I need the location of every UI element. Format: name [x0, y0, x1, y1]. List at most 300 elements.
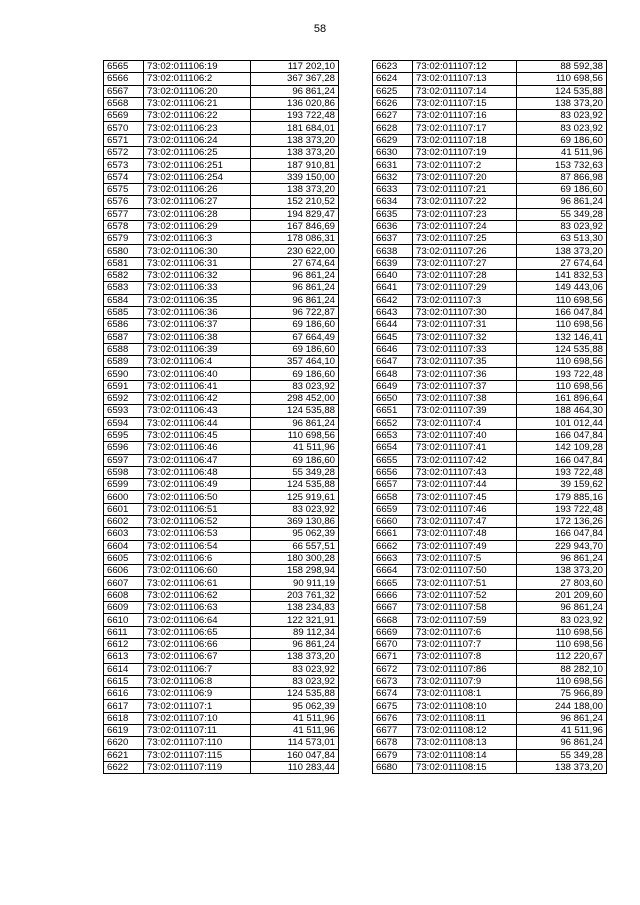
row-number-cell: 6622 — [104, 761, 144, 773]
row-number-cell: 6598 — [104, 466, 144, 478]
value-cell: 87 866,98 — [517, 171, 607, 183]
table-row — [373, 761, 607, 773]
value-cell: 110 698,56 — [251, 429, 339, 441]
row-number-cell: 6678 — [373, 737, 413, 749]
row-number-cell: 6673 — [373, 675, 413, 687]
row-number-cell: 6647 — [373, 356, 413, 368]
cadastral-number-cell: 73:02:011107:41 — [413, 442, 517, 454]
cadastral-table-right — [372, 60, 607, 774]
row-number-cell: 6661 — [373, 528, 413, 540]
row-number-cell: 6574 — [104, 171, 144, 183]
value-cell: 27 674,64 — [251, 257, 339, 269]
value-cell: 193 722,48 — [517, 368, 607, 380]
cadastral-number-cell: 73:02:011107:46 — [413, 503, 517, 515]
table-row — [373, 442, 607, 454]
table-row — [373, 368, 607, 380]
table-row — [104, 343, 339, 355]
table-row — [373, 515, 607, 527]
row-number-cell: 6590 — [104, 368, 144, 380]
value-cell: 66 557,51 — [251, 540, 339, 552]
cadastral-number-cell: 73:02:011108:11 — [413, 712, 517, 724]
value-cell: 96 861,24 — [517, 737, 607, 749]
cadastral-number-cell: 73:02:011107:23 — [413, 208, 517, 220]
value-cell: 138 373,20 — [251, 147, 339, 159]
cadastral-number-cell: 73:02:011106:6 — [144, 552, 251, 564]
row-number-cell: 6643 — [373, 306, 413, 318]
row-number-cell: 6652 — [373, 417, 413, 429]
value-cell: 138 373,20 — [517, 565, 607, 577]
table-row — [373, 159, 607, 171]
value-cell: 138 373,20 — [517, 761, 607, 773]
value-cell: 69 186,60 — [517, 134, 607, 146]
cadastral-number-cell: 73:02:011107:12 — [413, 61, 517, 73]
row-number-cell: 6656 — [373, 466, 413, 478]
cadastral-number-cell: 73:02:011107:119 — [144, 761, 251, 773]
cadastral-number-cell: 73:02:011106:42 — [144, 393, 251, 405]
row-number-cell: 6565 — [104, 61, 144, 73]
row-number-cell: 6624 — [373, 73, 413, 85]
row-number-cell: 6596 — [104, 442, 144, 454]
value-cell: 83 023,92 — [517, 110, 607, 122]
cadastral-number-cell: 73:02:011107:49 — [413, 540, 517, 552]
value-cell: 124 535,88 — [517, 85, 607, 97]
row-number-cell: 6654 — [373, 442, 413, 454]
row-number-cell: 6589 — [104, 356, 144, 368]
cadastral-number-cell: 73:02:011107:9 — [413, 675, 517, 687]
table-row — [373, 675, 607, 687]
value-cell: 152 210,52 — [251, 196, 339, 208]
table-row — [104, 122, 339, 134]
value-cell: 83 023,92 — [251, 503, 339, 515]
cadastral-number-cell: 73:02:011106:61 — [144, 577, 251, 589]
row-number-cell: 6601 — [104, 503, 144, 515]
cadastral-number-cell: 73:02:011106:24 — [144, 134, 251, 146]
value-cell: 96 722,87 — [251, 306, 339, 318]
value-cell: 89 112,34 — [251, 626, 339, 638]
value-cell: 160 047,84 — [251, 749, 339, 761]
row-number-cell: 6641 — [373, 282, 413, 294]
cadastral-number-cell: 73:02:011106:49 — [144, 479, 251, 491]
table-row — [373, 331, 607, 343]
cadastral-number-cell: 73:02:011106:60 — [144, 565, 251, 577]
table-row — [373, 614, 607, 626]
cadastral-number-cell: 73:02:011107:14 — [413, 85, 517, 97]
row-number-cell: 6614 — [104, 663, 144, 675]
row-number-cell: 6651 — [373, 405, 413, 417]
value-cell: 122 321,91 — [251, 614, 339, 626]
cadastral-number-cell: 73:02:011107:33 — [413, 343, 517, 355]
cadastral-number-cell: 73:02:011107:26 — [413, 245, 517, 257]
table-row — [373, 417, 607, 429]
table-row — [373, 626, 607, 638]
value-cell: 83 023,92 — [251, 663, 339, 675]
row-number-cell: 6620 — [104, 737, 144, 749]
row-number-cell: 6606 — [104, 565, 144, 577]
table-row — [373, 245, 607, 257]
row-number-cell: 6665 — [373, 577, 413, 589]
table-row — [373, 85, 607, 97]
row-number-cell: 6615 — [104, 675, 144, 687]
row-number-cell: 6650 — [373, 393, 413, 405]
row-number-cell: 6571 — [104, 134, 144, 146]
value-cell: 41 511,96 — [251, 725, 339, 737]
cadastral-number-cell: 73:02:011106:47 — [144, 454, 251, 466]
cadastral-number-cell: 73:02:011107:36 — [413, 368, 517, 380]
cadastral-number-cell: 73:02:011107:59 — [413, 614, 517, 626]
cadastral-number-cell: 73:02:011107:58 — [413, 602, 517, 614]
value-cell: 69 186,60 — [251, 343, 339, 355]
table-row — [373, 663, 607, 675]
value-cell: 96 861,24 — [251, 294, 339, 306]
cadastral-number-cell: 73:02:011106:251 — [144, 159, 251, 171]
cadastral-number-cell: 73:02:011106:39 — [144, 343, 251, 355]
table-row — [104, 466, 339, 478]
cadastral-number-cell: 73:02:011106:31 — [144, 257, 251, 269]
cadastral-number-cell: 73:02:011107:17 — [413, 122, 517, 134]
cadastral-number-cell: 73:02:011107:39 — [413, 405, 517, 417]
table-row — [104, 306, 339, 318]
cadastral-number-cell: 73:02:011108:1 — [413, 688, 517, 700]
row-number-cell: 6640 — [373, 270, 413, 282]
value-cell: 27 803,60 — [517, 577, 607, 589]
value-cell: 110 698,56 — [517, 294, 607, 306]
table-row — [373, 122, 607, 134]
row-number-cell: 6595 — [104, 429, 144, 441]
table-row — [373, 220, 607, 232]
table-row — [373, 651, 607, 663]
value-cell: 96 861,24 — [517, 712, 607, 724]
table-row — [104, 417, 339, 429]
cadastral-number-cell: 73:02:011107:6 — [413, 626, 517, 638]
row-number-cell: 6632 — [373, 171, 413, 183]
table-row — [104, 638, 339, 650]
value-cell: 166 047,84 — [517, 306, 607, 318]
table-row — [104, 331, 339, 343]
table-row — [104, 270, 339, 282]
cadastral-number-cell: 73:02:011106:32 — [144, 270, 251, 282]
cadastral-number-cell: 73:02:011107:24 — [413, 220, 517, 232]
table-row — [373, 602, 607, 614]
cadastral-number-cell: 73:02:011107:7 — [413, 638, 517, 650]
value-cell: 167 846,69 — [251, 220, 339, 232]
row-number-cell: 6639 — [373, 257, 413, 269]
row-number-cell: 6616 — [104, 688, 144, 700]
table-row — [373, 147, 607, 159]
cadastral-number-cell: 73:02:011106:7 — [144, 663, 251, 675]
value-cell: 114 573,01 — [251, 737, 339, 749]
cadastral-number-cell: 73:02:011106:4 — [144, 356, 251, 368]
table-row — [373, 61, 607, 73]
value-cell: 110 698,56 — [517, 73, 607, 85]
row-number-cell: 6607 — [104, 577, 144, 589]
row-number-cell: 6567 — [104, 85, 144, 97]
row-number-cell: 6670 — [373, 638, 413, 650]
row-number-cell: 6637 — [373, 233, 413, 245]
value-cell: 110 283,44 — [251, 761, 339, 773]
row-number-cell: 6628 — [373, 122, 413, 134]
row-number-cell: 6599 — [104, 479, 144, 491]
cadastral-number-cell: 73:02:011106:65 — [144, 626, 251, 638]
table-row — [104, 319, 339, 331]
row-number-cell: 6594 — [104, 417, 144, 429]
row-number-cell: 6584 — [104, 294, 144, 306]
value-cell: 69 186,60 — [517, 183, 607, 195]
row-number-cell: 6581 — [104, 257, 144, 269]
row-number-cell: 6588 — [104, 343, 144, 355]
table-row — [373, 171, 607, 183]
table-row — [373, 306, 607, 318]
row-number-cell: 6676 — [373, 712, 413, 724]
cadastral-number-cell: 73:02:011106:30 — [144, 245, 251, 257]
cadastral-number-cell: 73:02:011108:15 — [413, 761, 517, 773]
table-row — [104, 85, 339, 97]
value-cell: 110 698,56 — [517, 675, 607, 687]
table-row — [104, 626, 339, 638]
cadastral-number-cell: 73:02:011107:37 — [413, 380, 517, 392]
cadastral-number-cell: 73:02:011106:54 — [144, 540, 251, 552]
value-cell: 88 592,38 — [517, 61, 607, 73]
cadastral-number-cell: 73:02:011106:8 — [144, 675, 251, 687]
table-row — [373, 552, 607, 564]
row-number-cell: 6631 — [373, 159, 413, 171]
row-number-cell: 6568 — [104, 97, 144, 109]
table-row — [104, 405, 339, 417]
row-number-cell: 6626 — [373, 97, 413, 109]
value-cell: 166 047,84 — [517, 528, 607, 540]
table-row — [104, 515, 339, 527]
value-cell: 201 209,60 — [517, 589, 607, 601]
value-cell: 69 186,60 — [251, 368, 339, 380]
cadastral-number-cell: 73:02:011106:37 — [144, 319, 251, 331]
row-number-cell: 6625 — [373, 85, 413, 97]
table-row — [104, 663, 339, 675]
cadastral-number-cell: 73:02:011106:46 — [144, 442, 251, 454]
cadastral-number-cell: 73:02:011107:22 — [413, 196, 517, 208]
table-row — [104, 73, 339, 85]
cadastral-number-cell: 73:02:011106:43 — [144, 405, 251, 417]
table-row — [104, 577, 339, 589]
value-cell: 166 047,84 — [517, 429, 607, 441]
value-cell: 110 698,56 — [517, 626, 607, 638]
value-cell: 142 109,28 — [517, 442, 607, 454]
table-row — [373, 565, 607, 577]
row-number-cell: 6619 — [104, 725, 144, 737]
table-row — [373, 110, 607, 122]
row-number-cell: 6653 — [373, 429, 413, 441]
table-row — [104, 761, 339, 773]
page-number: 58 — [313, 23, 327, 35]
table-row — [104, 602, 339, 614]
cadastral-number-cell: 73:02:011106:25 — [144, 147, 251, 159]
table-row — [104, 651, 339, 663]
row-number-cell: 6592 — [104, 393, 144, 405]
table-row — [373, 257, 607, 269]
cadastral-number-cell: 73:02:011107:86 — [413, 663, 517, 675]
table-row — [373, 589, 607, 601]
value-cell: 298 452,00 — [251, 393, 339, 405]
cadastral-table-left — [103, 60, 339, 774]
value-cell: 125 919,61 — [251, 491, 339, 503]
table-row — [373, 429, 607, 441]
value-cell: 41 511,96 — [517, 725, 607, 737]
cadastral-number-cell: 73:02:011106:3 — [144, 233, 251, 245]
value-cell: 141 832,53 — [517, 270, 607, 282]
cadastral-number-cell: 73:02:011106:48 — [144, 466, 251, 478]
row-number-cell: 6605 — [104, 552, 144, 564]
cadastral-number-cell: 73:02:011106:63 — [144, 602, 251, 614]
row-number-cell: 6582 — [104, 270, 144, 282]
cadastral-number-cell: 73:02:011107:18 — [413, 134, 517, 146]
row-number-cell: 6573 — [104, 159, 144, 171]
row-number-cell: 6667 — [373, 602, 413, 614]
cadastral-number-cell: 73:02:011107:20 — [413, 171, 517, 183]
cadastral-number-cell: 73:02:011106:19 — [144, 61, 251, 73]
table-row — [104, 356, 339, 368]
row-number-cell: 6602 — [104, 515, 144, 527]
cadastral-number-cell: 73:02:011107:8 — [413, 651, 517, 663]
cadastral-number-cell: 73:02:011107:110 — [144, 737, 251, 749]
table-row — [104, 429, 339, 441]
row-number-cell: 6664 — [373, 565, 413, 577]
value-cell: 27 674,64 — [517, 257, 607, 269]
table-row — [373, 73, 607, 85]
row-number-cell: 6649 — [373, 380, 413, 392]
value-cell: 193 722,48 — [517, 466, 607, 478]
cadastral-number-cell: 73:02:011106:33 — [144, 282, 251, 294]
value-cell: 124 535,88 — [251, 688, 339, 700]
table-row — [104, 282, 339, 294]
table-row — [104, 61, 339, 73]
table-row — [373, 282, 607, 294]
table-row — [104, 233, 339, 245]
cadastral-number-cell: 73:02:011107:50 — [413, 565, 517, 577]
table-row — [104, 294, 339, 306]
table-row — [104, 393, 339, 405]
value-cell: 229 943,70 — [517, 540, 607, 552]
table-row — [373, 393, 607, 405]
row-number-cell: 6655 — [373, 454, 413, 466]
table-row — [104, 134, 339, 146]
cadastral-number-cell: 73:02:011107:2 — [413, 159, 517, 171]
cadastral-number-cell: 73:02:011107:27 — [413, 257, 517, 269]
table-row — [373, 405, 607, 417]
value-cell: 96 861,24 — [251, 417, 339, 429]
value-cell: 132 146,41 — [517, 331, 607, 343]
value-cell: 83 023,92 — [251, 380, 339, 392]
value-cell: 244 188,00 — [517, 700, 607, 712]
row-number-cell: 6577 — [104, 208, 144, 220]
cadastral-number-cell: 73:02:011107:11 — [144, 725, 251, 737]
value-cell: 96 861,24 — [251, 270, 339, 282]
row-number-cell: 6575 — [104, 183, 144, 195]
table-row — [104, 491, 339, 503]
value-cell: 124 535,88 — [251, 405, 339, 417]
row-number-cell: 6669 — [373, 626, 413, 638]
table-row — [373, 380, 607, 392]
value-cell: 63 513,30 — [517, 233, 607, 245]
table-row — [373, 294, 607, 306]
value-cell: 193 722,48 — [251, 110, 339, 122]
cadastral-number-cell: 73:02:011107:31 — [413, 319, 517, 331]
value-cell: 136 020,86 — [251, 97, 339, 109]
cadastral-number-cell: 73:02:011106:2 — [144, 73, 251, 85]
row-number-cell: 6630 — [373, 147, 413, 159]
table-row — [104, 454, 339, 466]
value-cell: 153 732,63 — [517, 159, 607, 171]
value-cell: 188 464,30 — [517, 405, 607, 417]
cadastral-number-cell: 73:02:011106:62 — [144, 589, 251, 601]
table-row — [104, 183, 339, 195]
value-cell: 110 698,56 — [517, 356, 607, 368]
table-row — [104, 737, 339, 749]
row-number-cell: 6657 — [373, 479, 413, 491]
cadastral-number-cell: 73:02:011107:25 — [413, 233, 517, 245]
cadastral-number-cell: 73:02:011107:51 — [413, 577, 517, 589]
table-row — [373, 454, 607, 466]
row-number-cell: 6591 — [104, 380, 144, 392]
cadastral-number-cell: 73:02:011106:41 — [144, 380, 251, 392]
table-row — [373, 134, 607, 146]
row-number-cell: 6569 — [104, 110, 144, 122]
cadastral-number-cell: 73:02:011106:21 — [144, 97, 251, 109]
row-number-cell: 6623 — [373, 61, 413, 73]
value-cell: 96 861,24 — [251, 638, 339, 650]
table-row — [104, 712, 339, 724]
table-row — [373, 712, 607, 724]
value-cell: 67 664,49 — [251, 331, 339, 343]
table-row — [104, 675, 339, 687]
cadastral-number-cell: 73:02:011106:51 — [144, 503, 251, 515]
cadastral-number-cell: 73:02:011107:10 — [144, 712, 251, 724]
row-number-cell: 6671 — [373, 651, 413, 663]
row-number-cell: 6604 — [104, 540, 144, 552]
cadastral-number-cell: 73:02:011107:43 — [413, 466, 517, 478]
cadastral-number-cell: 73:02:011106:27 — [144, 196, 251, 208]
cadastral-table-right-body — [373, 61, 607, 774]
cadastral-number-cell: 73:02:011107:21 — [413, 183, 517, 195]
row-number-cell: 6585 — [104, 306, 144, 318]
cadastral-number-cell: 73:02:011107:19 — [413, 147, 517, 159]
cadastral-number-cell: 73:02:011107:3 — [413, 294, 517, 306]
table-row — [373, 356, 607, 368]
value-cell: 117 202,10 — [251, 61, 339, 73]
row-number-cell: 6572 — [104, 147, 144, 159]
row-number-cell: 6611 — [104, 626, 144, 638]
row-number-cell: 6659 — [373, 503, 413, 515]
value-cell: 187 910,81 — [251, 159, 339, 171]
cadastral-number-cell: 73:02:011106:35 — [144, 294, 251, 306]
value-cell: 90 911,19 — [251, 577, 339, 589]
table-row — [373, 319, 607, 331]
cadastral-number-cell: 73:02:011106:50 — [144, 491, 251, 503]
row-number-cell: 6646 — [373, 343, 413, 355]
value-cell: 55 349,28 — [517, 749, 607, 761]
cadastral-number-cell: 73:02:011108:14 — [413, 749, 517, 761]
cadastral-number-cell: 73:02:011107:52 — [413, 589, 517, 601]
row-number-cell: 6580 — [104, 245, 144, 257]
table-row — [373, 503, 607, 515]
row-number-cell: 6576 — [104, 196, 144, 208]
row-number-cell: 6586 — [104, 319, 144, 331]
table-row — [104, 725, 339, 737]
table-row — [373, 343, 607, 355]
row-number-cell: 6618 — [104, 712, 144, 724]
cadastral-number-cell: 73:02:011106:38 — [144, 331, 251, 343]
table-row — [373, 688, 607, 700]
table-row — [104, 442, 339, 454]
row-number-cell: 6583 — [104, 282, 144, 294]
value-cell: 110 698,56 — [517, 638, 607, 650]
